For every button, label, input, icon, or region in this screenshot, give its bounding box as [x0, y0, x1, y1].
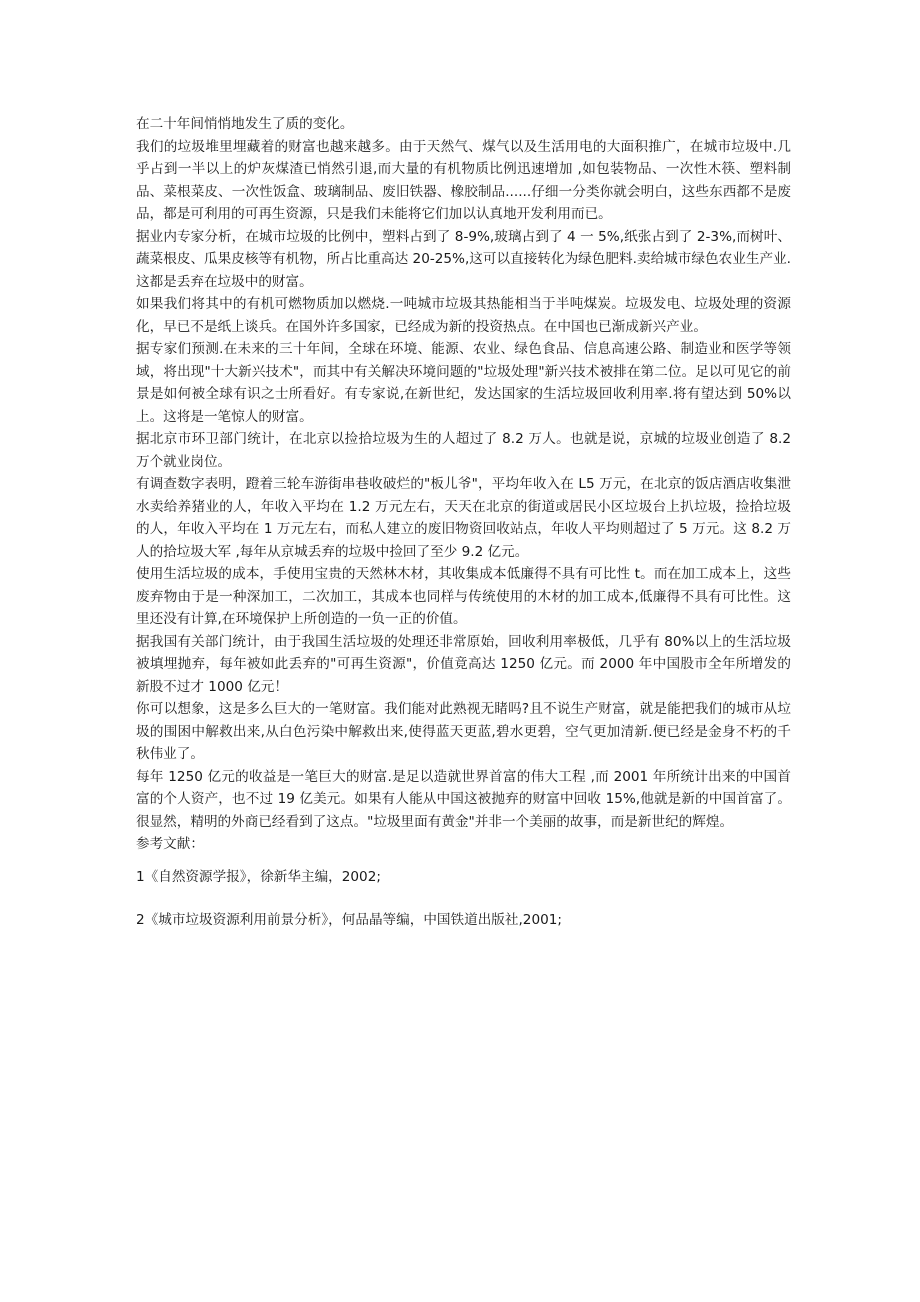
paragraph: 在二十年间悄悄地发生了质的变化。 [136, 116, 354, 132]
paragraph: 你可以想象，这是多么巨大的一笔财富。我们能对此熟视无睹吗?且不说生产财富，就是能把我们的城市从垃圾的围困中解救出来,从白色污染中解救出来,使得蓝天更蓝,碧水更碧，空气更加清新.便已经是金身不朽的千秋伟业了。 [136, 701, 791, 762]
paragraph: 每年 1250 亿元的收益是一笔巨大的财富.是足以造就世界首富的伟大工程 ,而 2001 年所统计出来的中国首富的个人资产，也不过 19 亿美元。如果有人能从中国这被抛弃的财富中回收 15%,他就是新的中国首富了。很显然，精明的外商已经看到了这点。"垃圾里面有黄金"并非一个美丽的故事，而是新世纪的辉煌。 [136, 768, 791, 830]
paragraph: 使用生活垃圾的成本，手使用宝贵的天然林木材，其收集成本低廉得不具有可比性 t。而在加工成本上，这些废弃物由于是一种深加工，二次加工，其成本也同样与传统使用的木材的加工成本,低廉得不具有可比性。这里还没有计算,在环境保护上所创造的一负一正的价值。 [136, 566, 791, 627]
paragraph: 据我国有关部门统计，由于我国生活垃圾的处理还非常原始，回收利用率极低，几乎有 80%以上的生活垃圾被填埋抛弃，每年被如此丢弃的"可再生资源"，价值竟高达 1250 亿元。而 2000 年中国股市全年所增发的新股不过才 1000 亿元！ [136, 633, 791, 695]
paragraph: 我们的垃圾堆里埋藏着的财富也越来越多。由于天然气、煤气以及生活用电的大面积推广，在城市垃圾中.几乎占到一半以上的炉灰煤渣已悄然引退,而大量的有机物质比例迅速增加 ,如包装物品、一次性木筷、塑料制品、菜根菜皮、一次性饭盒、玻璃制品、废旧铁器、橡胶制品......仔细一分类你就会明白，这些东西都不是废品，都是可利用的可再生资源，只是我们未能将它们加以认真地开发利用而已。 [136, 138, 791, 222]
paragraph: 据北京市环卫部门统计，在北京以捡拾垃圾为生的人超过了 8.2 万人。也就是说，京城的垃圾业创造了 8.2 万个就业岗位。 [136, 431, 791, 470]
reference-item: 2《城市垃圾资源利用前景分析》，何品晶等编，中国铁道出版社,2001; [136, 912, 562, 928]
paragraph: 据专家们预测.在未来的三十年间，全球在环境、能源、农业、绿色食品、信息高速公路、制造业和医学等领域，将出现"十大新兴技术"，而其中有关解决环境问题的"垃圾处理"新兴技术被排在第二位。足以可见它的前景是如何被全球有识之士所看好。有专家说,在新世纪，发达国家的生活垃圾回收利用率.将有望达到 50%以上。这将是一笔惊人的财富。 [136, 341, 791, 425]
reference-item: 1《自然资源学报》，徐新华主编，2002; [136, 868, 381, 885]
paragraph: 如果我们将其中的有机可燃物质加以燃烧.一吨城市垃圾其热能相当于半吨煤炭。垃圾发电、垃圾处理的资源化，早已不是纸上谈兵。在国外许多国家，已经成为新的投资热点。在中国也已渐成新兴产业。 [136, 296, 791, 335]
document-body [136, 113, 791, 932]
paragraph: 据业内专家分析，在城市垃圾的比例中，塑料占到了 8-9%,玻璃占到了 4 一 5%,纸张占到了 2-3%,而树叶、蔬菜根皮、瓜果皮核等有机物，所占比重高达 20-25%,这可以直接转化为绿色肥料.卖给城市绿色农业生产业.这都是丢弃在垃圾中的财富。 [136, 228, 791, 290]
references-heading: 参考文献： [136, 836, 204, 852]
paragraph: 有调查数字表明，蹬着三轮车游街串巷收破烂的"板儿爷"，平均年收入在 L5 万元，在北京的饭店酒店收集泄水卖给养猪业的人，年收入平均在 1.2 万元左右，天天在北京的街道或居民小区垃圾台上扒垃圾，捡拾垃圾的人，年收入平均在 1 万元左右，而私人建立的废旧物资回收站点，年收人平均则超过了 5 万元。这 8.2 万人的拾垃圾大军 ,每年从京城丢弃的垃圾中捡回了至少 9.2 亿元。 [136, 476, 791, 560]
